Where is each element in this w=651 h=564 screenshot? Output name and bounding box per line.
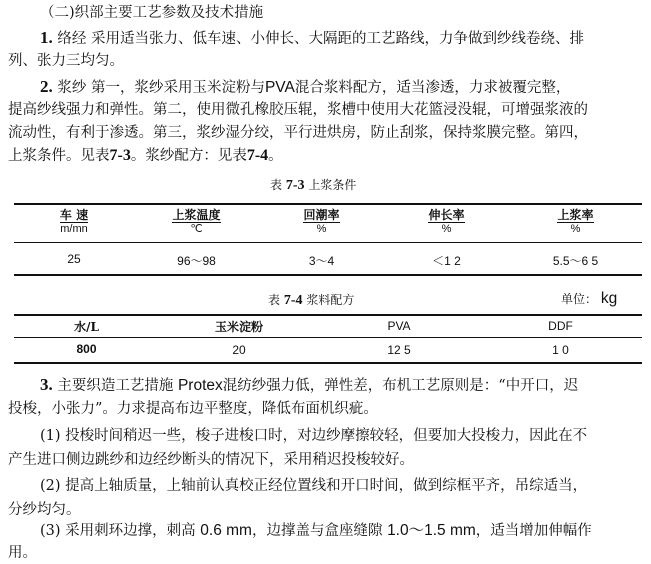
item-1-line-2: 产生进口侧边跳纱和边经纱断头的情况下，采用稍迟投梭较好。 <box>8 452 414 468</box>
table-ref-7-3: 7-3 <box>109 147 131 164</box>
paragraph-3-line-1: 3. 主要织造工艺措施 Protex混纺纱强力低，弹性差，布机工艺原则是：“中开口，迟 <box>40 375 579 394</box>
item-3-marker: (3) <box>40 523 61 539</box>
table-7-4-header-ddf: DDF <box>548 319 573 333</box>
paragraph-2-number: 2. <box>40 77 53 96</box>
table-7-4-header-rule <box>14 337 642 338</box>
table-7-3-top-rule <box>14 203 642 205</box>
table-7-4-cell-corn-starch: 20 <box>232 343 246 357</box>
paragraph-2-line-4: 上浆条件。见表7-3。浆纱配方：见表7-4。 <box>8 147 283 164</box>
table-7-3-header-rule <box>14 242 642 243</box>
table-7-4-header-corn-starch: 玉米淀粉 <box>214 320 263 334</box>
table-7-3-bottom-rule <box>14 274 642 276</box>
item-2-marker: (2) <box>40 478 61 494</box>
table-7-3-header-elongation: 伸长率 % <box>428 208 465 235</box>
item-3-line-1: (3) 采用刺环边撑，刺高 0.6 mm，边撑盖与盒座缝隙 1.0～1.5 mm，适当增加伸幅作 <box>40 522 592 539</box>
table-7-4-header-water: 水/L <box>74 320 99 334</box>
paragraph-1-line-1: 1. 络经 采用适当张力、低车速、小伸长、大隔距的工艺路线，力争做到纱线卷绕、排 <box>40 28 584 47</box>
table-7-3-cell-temperature: 96～98 <box>177 254 216 268</box>
table-7-3-header-temperature: 上浆温度 ℃ <box>172 208 221 235</box>
table-7-4-caption: 表 7-4 浆料配方 <box>268 293 355 308</box>
table-7-4-bottom-rule <box>14 362 642 364</box>
paragraph-1-number: 1. <box>40 28 53 47</box>
table-7-3-header-sizing-rate: 上浆率 % <box>557 208 594 235</box>
table-7-4-cell-ddf: 1 0 <box>552 343 569 357</box>
paragraph-2-line-1: 2. 浆纱 第一，浆纱采用玉米淀粉与PVA混合浆料配方，适当渗透，力求被覆完整， <box>40 77 571 96</box>
paragraph-2-line-2: 提高纱线强力和弹性。第二，使用微孔橡胶压辊，浆槽中使用大花篮浸没辊，可增强浆液的 <box>8 102 588 118</box>
table-7-4-top-rule <box>14 314 642 316</box>
item-1-marker: (1) <box>40 428 61 444</box>
table-7-3-header-moisture: 回潮率 % <box>303 208 340 235</box>
item-3-line-2: 用。 <box>8 545 37 561</box>
table-7-3-header-speed: 车 速 m/mn <box>59 208 89 235</box>
table-7-3-cell-sizing-rate: 5.5～6 5 <box>552 254 599 268</box>
table-7-4-cell-water: 800 <box>76 342 97 356</box>
table-7-3-cell-elongation: ＜1 2 <box>432 254 461 268</box>
paragraph-3-line-2: 投梭，小张力”。力求提高布边平整度，降低布面机织疵。 <box>8 401 378 417</box>
table-ref-7-4: 7-4 <box>246 147 269 164</box>
table-7-3-cell-speed: 25 <box>67 252 81 266</box>
table-7-3-caption: 表 7-3 上浆条件 <box>270 178 357 193</box>
paragraph-1-line-2: 列、张力三均匀。 <box>8 53 124 69</box>
paragraph-2-line-3: 流动性，有利于渗透。第三，浆纱湿分绞，平行进烘房，防止刮浆，保持浆膜完整。第四， <box>8 125 588 141</box>
item-2-line-2: 分纱均匀。 <box>8 502 81 518</box>
table-7-4-cell-pva: 12 5 <box>387 343 411 357</box>
table-7-4-header-pva: PVA <box>387 319 411 333</box>
item-1-line-1: (1) 投梭时间稍迟一些，梭子进梭口时，对边纱摩擦较轻，但要加大投梭力，因此在不 <box>40 428 588 444</box>
section-title: （二)织部主要工艺参数及技术措施 <box>40 5 264 21</box>
table-7-3-cell-moisture: 3～4 <box>308 254 335 268</box>
item-2-line-1: (2) 提高上轴质量，上轴前认真校正经位置线和开口时间，做到综框平齐，吊综适当， <box>40 478 588 494</box>
paragraph-3-number: 3. <box>40 375 53 394</box>
table-7-4-unit: 单位： kg <box>561 290 618 307</box>
